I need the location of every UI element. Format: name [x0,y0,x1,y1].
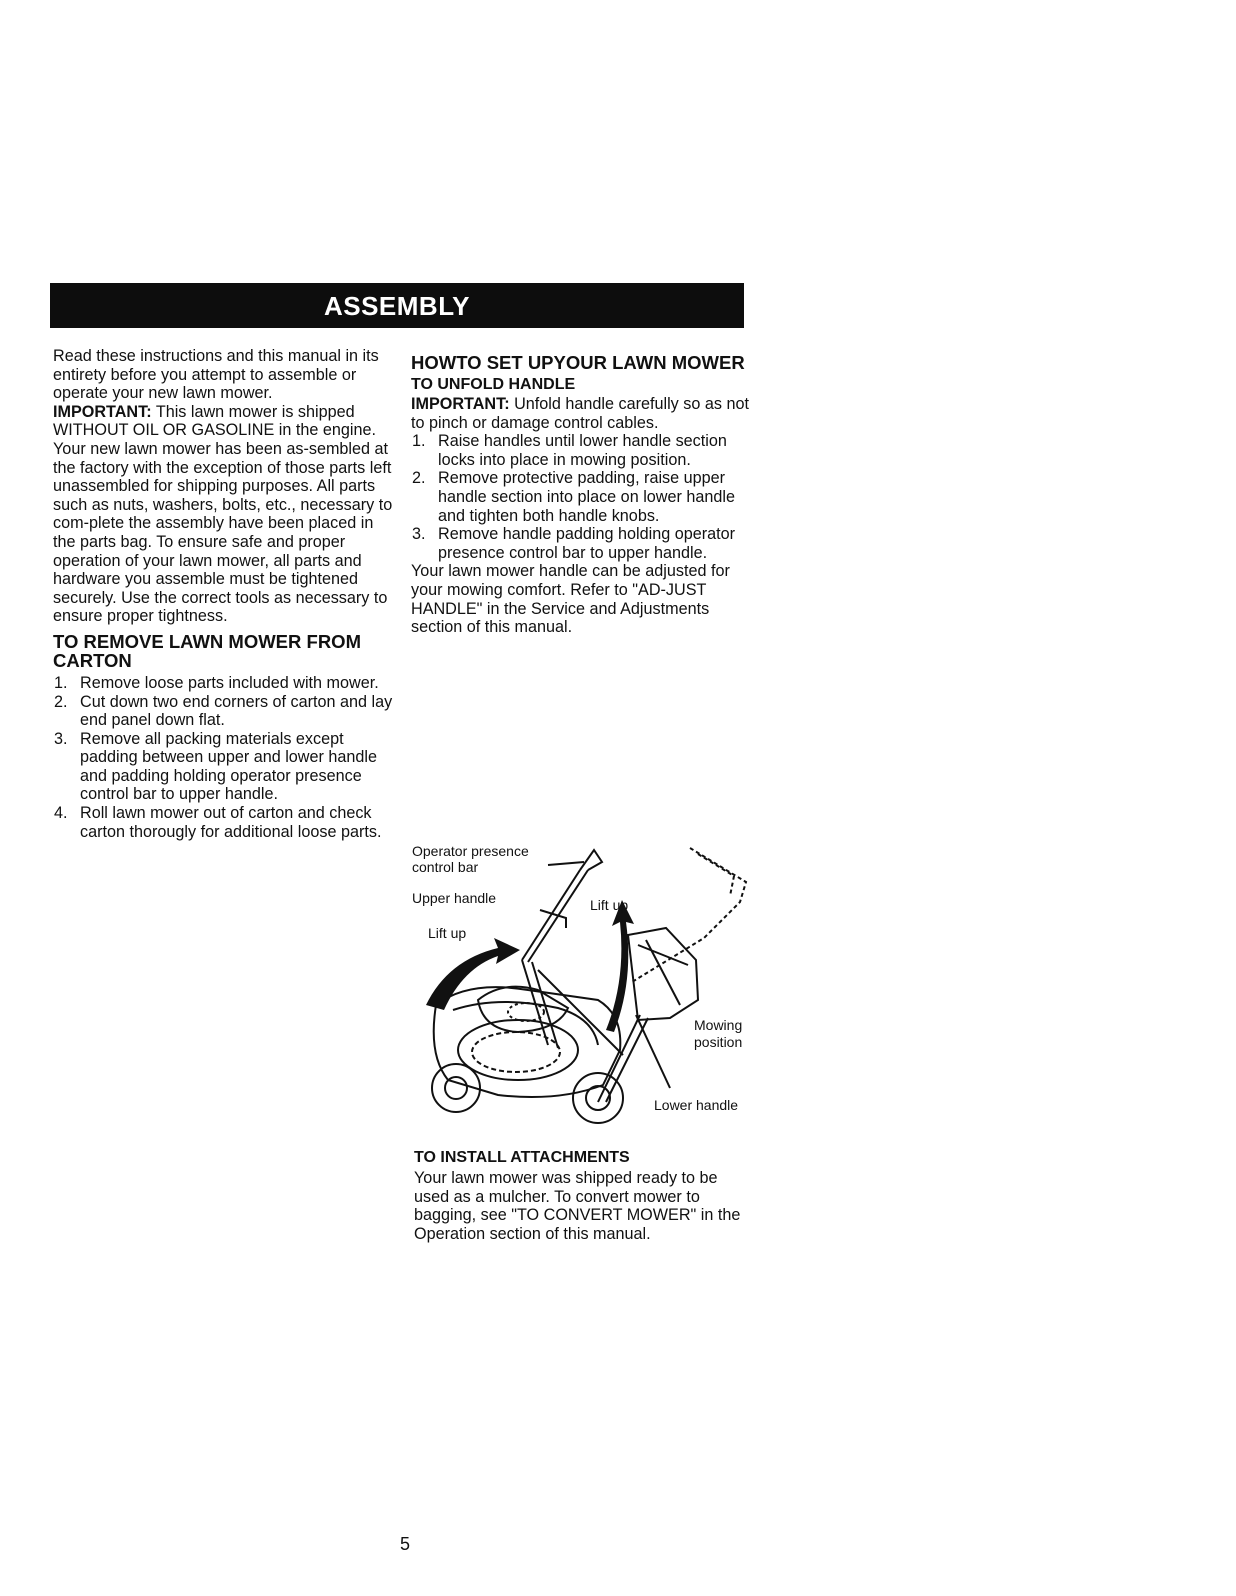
step-number: 3. [412,525,426,544]
step-text: Raise handles until lower handle section locks into place in mowing position. [438,432,727,469]
step-text: Remove loose parts included with mower. [80,673,379,692]
install-attachments-section [414,1149,754,1243]
left-column [53,347,393,841]
label-position: position [694,1034,743,1050]
unfold-heading: TO UNFOLD HANDLE [411,376,576,393]
label-upper-handle: Upper handle [412,890,497,906]
right-column [411,347,751,637]
label-lower-handle: Lower handle [654,1097,739,1113]
adjust-note: Your lawn mower handle can be adjusted for your mowing comfort. Refer to "AD-JUST HANDLE" in the Service and Adjustments section of this manual. [411,562,730,637]
unfold-important-paragraph [411,395,751,432]
important-text: Unfold handle carefully so as not to pinch or damage control cables. [411,395,749,432]
step-number: 1. [54,673,68,692]
list-item [53,730,393,804]
lawn-mower-illustration [408,840,753,1125]
label-mowing: Mowing [694,1017,743,1033]
list-item [411,469,751,525]
assembly-banner [50,283,744,328]
attachments-text: Your lawn mower was shipped ready to be used as a mulcher. To convert mower to bagging, see "TO CONVERT MOWER" in the Operation section of this manual. [414,1169,741,1243]
important-label: IMPORTANT: [53,402,152,421]
label-operator-presence: Operator presence [412,843,529,859]
intro-paragraph: Read these instructions and this manual in its entirety before you attempt to assemble or operate your new lawn mower. [53,347,379,403]
step-number: 2. [54,692,68,711]
step-text: Roll lawn mower out of carton and check carton thorougly for additional loose parts. [80,804,382,841]
label-lift-up-right: Lift up [590,897,629,913]
step-number: 2. [412,469,426,488]
important-label: IMPORTANT: [411,395,510,413]
list-item [53,804,393,841]
step-text: Remove handle padding holding operator presence control bar to upper handle. [438,525,735,562]
list-item [53,674,393,693]
lawn-mower-drawing [408,840,753,1125]
remove-steps-list [53,674,393,841]
label-control-bar: control bar [412,859,479,875]
step-text: Remove protective padding, raise upper handle section into place on lower handle and tighten both handle knobs. [438,469,735,525]
list-item [411,525,751,562]
unfold-steps-list [411,432,751,562]
step-number: 1. [412,432,426,451]
list-item [53,693,393,730]
remove-heading: TO REMOVE LAWN MOWER FROM CARTON [53,630,361,671]
step-number: 3. [54,729,68,748]
list-item [411,432,751,469]
important-text: This lawn mower is shipped WITHOUT OIL OR GASOLINE in the engine. [53,402,376,440]
step-text: Remove all packing materials except padding between upper and lower handle and padding holding operator presence control bar to upper handle. [80,729,378,804]
setup-heading: HOWTO SET UPYOUR LAWN MOWER [411,352,745,373]
body-paragraph: Your new lawn mower has been as-sembled at the factory with the exception of those parts left unassembled for shipping purposes. All parts such as nuts, washers, bolts, etc., necessary to com-plete the assembly have been placed in the parts bag. To ensure safe and proper operation of your lawn mower, all parts and hardware you assemble must be tightened securely. Use the correct tools as necessary to ensure proper tightness. [53,439,393,626]
label-lift-up-left: Lift up [428,925,467,941]
banner-title: ASSEMBLY [323,291,471,321]
attachments-heading: TO INSTALL ATTACHMENTS [414,1149,630,1166]
step-number: 4. [54,804,68,823]
step-text: Cut down two end corners of carton and lay end panel down flat. [80,692,393,730]
important-paragraph [53,403,393,440]
page-number: 5 [400,1534,411,1554]
